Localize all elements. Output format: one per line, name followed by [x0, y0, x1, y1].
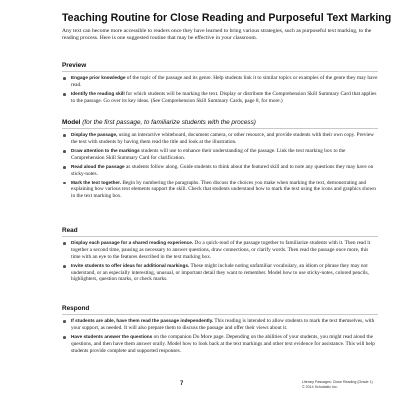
- footer-credit-title: Literary Passages: Close Reading (Grade 1): [302, 380, 373, 384]
- bullet-icon: [63, 320, 66, 323]
- section-heading-respond: Respond: [62, 305, 90, 312]
- respond-list: [62, 318, 378, 357]
- list-item: Have students answer the questions on the companion Do More page. Depending on the abilities of your students, you might read aloud the questions, and then have them answer orally. Model how to look back at the text markings and other text evidence for assistance. This will help students provide complete and supported responses.: [62, 334, 378, 355]
- page-title: Teaching Routine for Close Reading and Purposeful Text Marking: [62, 12, 392, 24]
- bullet-icon: [63, 336, 66, 339]
- footer-credit: [302, 380, 392, 389]
- page-number: 7: [180, 381, 184, 387]
- bullet-icon: [63, 166, 66, 169]
- bullet-icon: [63, 182, 66, 185]
- list-item: If students are able, have them read the passage independently. This reading is intended to allow students to mark the text themselves, with your support, as needed. It will also prepare them to discuss the passage and offer their views about it.: [62, 318, 378, 332]
- section-heading-note: (for the first passage, to familiarize students with the process): [82, 119, 256, 126]
- list-item: Read aloud the passage as students follow along. Guide students to think about the featured skill and to note any questions they may have on sticky-notes.: [62, 164, 378, 178]
- section-divider: [62, 236, 378, 237]
- intro-paragraph: Any text can become more accessible to readers once they have learned to bring various strategies, such as purposeful text marking, to the reading process. Here is one suggested routine that may be effective in your classroom.: [62, 28, 372, 42]
- list-item: Display the passage, using an interactive whiteboard, document camera, or other resource, and provide students with their own copy. Preview the text with students by having them read the title and look at the illustration.: [62, 132, 378, 146]
- list-item: Display each passage for a shared reading experience. Do a quick-read of the passage together to familiarize students with it. Then read it together a second time, pausing as necessary to answer questions, draw connections, or clarify words. Then read the passage once more, this time with an eye to the features described in the text marking box.: [62, 240, 378, 261]
- bullet-icon: [63, 242, 66, 245]
- preview-list: [62, 75, 378, 107]
- list-item: Identify the reading skill for which students will be marking the text. Display or distribute the Comprehension Skill Summary Card that applies to the passage. Go over its key ideas. (See Comprehension Skill Summary Cards, page 8, for more.): [62, 91, 378, 105]
- section-heading-model: Model (for the first passage, to familiarize students with the process): [62, 119, 256, 126]
- section-divider: [62, 128, 378, 129]
- list-item: Mark the text together. Begin by numbering the paragraphs. Then discuss the choices you make when marking the text, demonstrating and explaining how various text elements support the skill. Check that students understand how to mark the text using the icons and graphics shown in the text marking box.: [62, 180, 378, 201]
- footer-copyright: © 2014 Scholastic Inc.: [302, 384, 338, 389]
- section-divider: [62, 314, 378, 315]
- section-heading-preview: Preview: [62, 62, 87, 69]
- bullet-icon: [63, 77, 66, 80]
- read-list: [62, 240, 378, 285]
- bullet-icon: [63, 150, 66, 153]
- bullet-icon: [63, 134, 66, 137]
- list-item: Invite students to offer ideas for additional markings. These might include noting unfamiliar vocabulary, an idiom or phrase they may not understand, or an especially interesting, unusual, or important detail they want to remember. Model how to use sticky-notes, colored pencils, highlighters, question marks, or check marks.: [62, 263, 378, 284]
- bullet-icon: [63, 93, 66, 96]
- bullet-icon: [63, 265, 66, 268]
- section-divider: [62, 71, 378, 72]
- list-item: Engage prior knowledge of the topic of the passage and its genre. Help students link it to similar topics or examples of the genre they may have read.: [62, 75, 378, 89]
- model-list: [62, 132, 378, 202]
- section-heading-read: Read: [62, 227, 78, 234]
- list-item: Draw attention to the markings students will use to enhance their understanding of the passage. Link the text marking box to the Comprehension Skill Summary Card for clarification.: [62, 148, 378, 162]
